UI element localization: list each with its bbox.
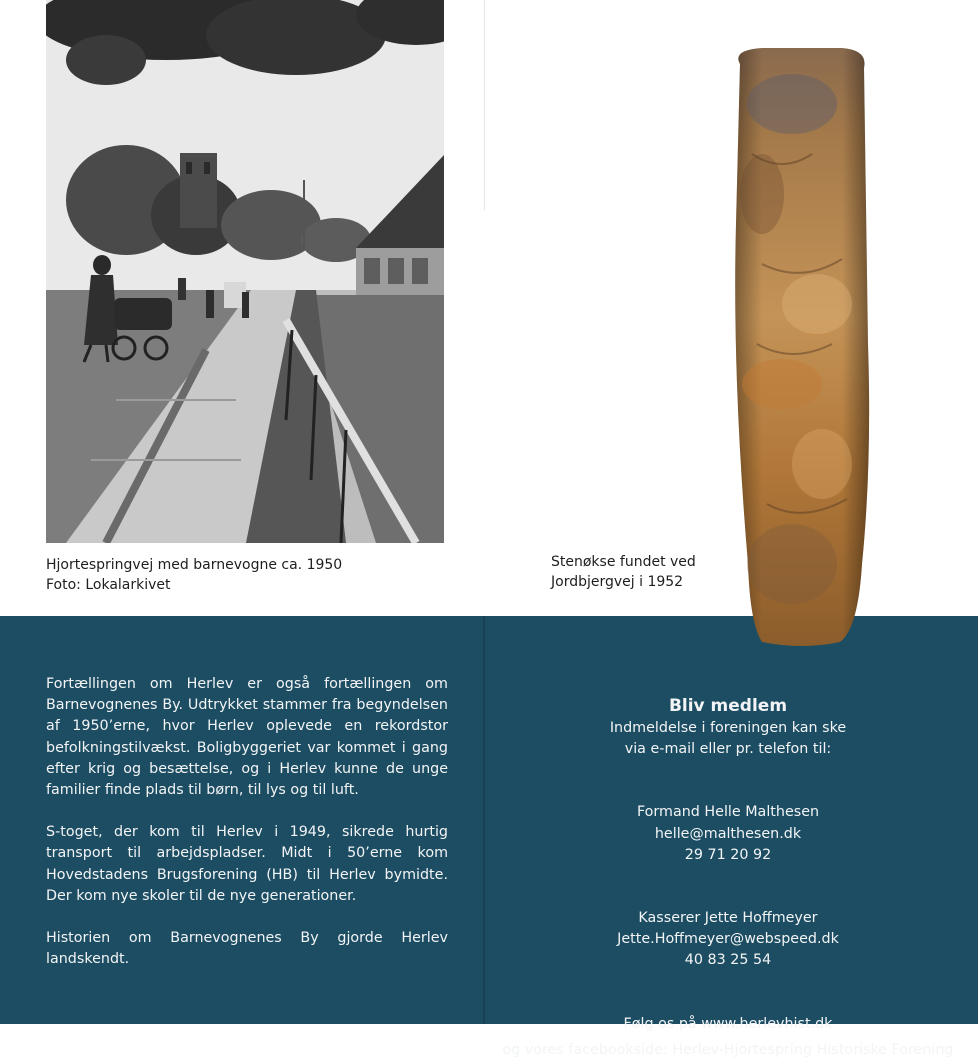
axe-caption-line2: Jordbjergvej i 1952 [551, 574, 684, 590]
treasurer-email-link[interactable]: Jette.Hoffmeyer@webspeed.dk [617, 931, 839, 948]
chair-phone: 29 71 20 92 [684, 846, 772, 863]
axe-caption-line1: Stenøkse fundet ved [551, 554, 696, 570]
panel-fold [483, 616, 485, 1024]
website-line[interactable]: Følg os på www.herlevhist.dk [623, 1015, 833, 1032]
treasurer-name: Kasserer Jette Hoffmeyer [638, 910, 818, 927]
membership-section [486, 694, 970, 1061]
membership-heading: Bliv medlem [668, 696, 788, 716]
story-paragraph: S-toget, der kom til Herlev i 1949, sikrede hurtig transport til arbejdspladser. Midt i 50’erne kom Hovedstadens Brugsforening (HB) til Herlev bymidte. Der kom nye skoler til de nye generationer. [46, 824, 448, 904]
photo-caption-line2: Foto: Lokalarkivet [46, 577, 171, 593]
story-text [46, 674, 448, 991]
chair-email-link[interactable]: helle@malthesen.dk [654, 825, 802, 842]
historic-street-photo [46, 0, 444, 543]
treasurer-phone: 40 83 25 54 [684, 952, 772, 969]
membership-intro-line1: Indmeldelse i foreningen kan ske [609, 720, 847, 736]
photo-caption [46, 555, 342, 595]
stone-axe-image [722, 44, 874, 648]
story-paragraph: Fortællingen om Herlev er også fortællingen om Barnevognenes By. Udtrykket stammer fra begyndelsen af 1950’erne, hvor Herlev oplevede en rekordstor befolkningstilvækst. Boligbyggeriet var kommet i gang efter krig og besættelse, og i Herlev kunne de unge familier finde plads til børn, til lys og til luft. [46, 676, 448, 799]
fold-line [484, 0, 485, 210]
axe-caption [551, 552, 696, 592]
photo-caption-line1: Hjortespringvej med barnevogne ca. 1950 [46, 557, 343, 573]
story-paragraph: Historien om Barnevognenes By gjorde Herlev landskendt. [46, 930, 448, 968]
membership-intro-line2: via e-mail eller pr. telefon til: [624, 741, 832, 758]
chair-name: Formand Helle Malthesen [636, 804, 820, 821]
facebook-line[interactable]: og vores facebookside: Herlev-Hjortespring Historiske Forening [502, 1041, 954, 1058]
